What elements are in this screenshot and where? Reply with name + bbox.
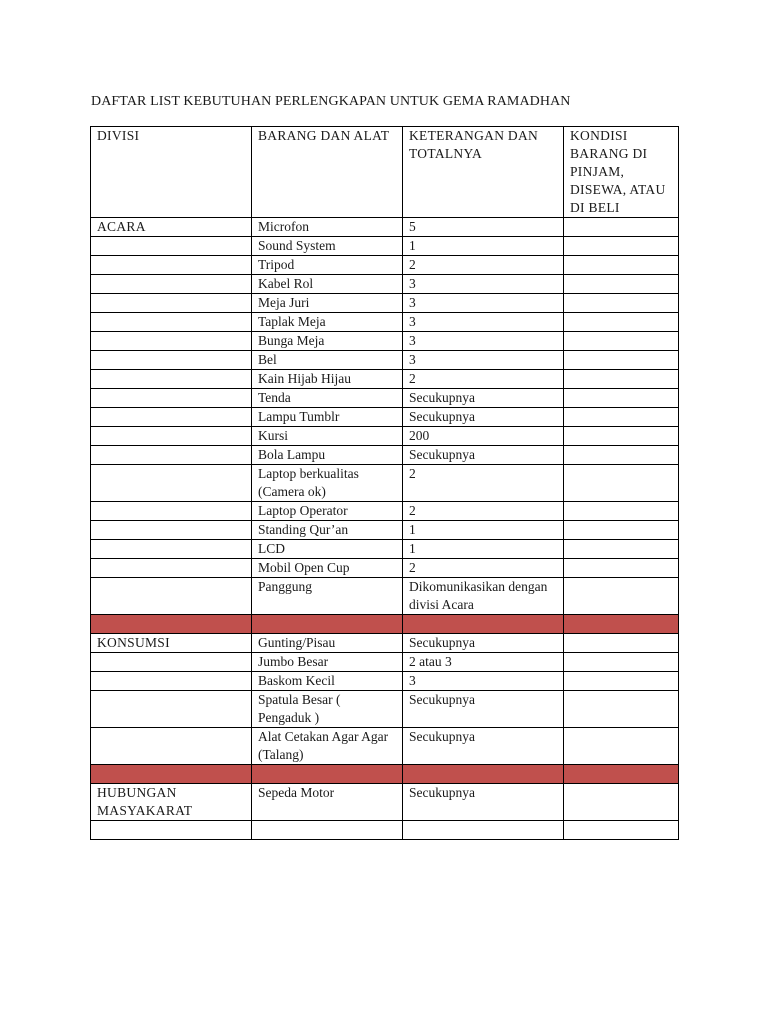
cell-kondisi	[564, 521, 679, 540]
cell-kondisi	[564, 237, 679, 256]
cell-keterangan: Secukupnya	[403, 634, 564, 653]
cell-barang: Bunga Meja	[252, 332, 403, 351]
cell-kondisi	[564, 672, 679, 691]
cell-barang: Alat Cetakan Agar Agar (Talang)	[252, 728, 403, 765]
cell-kondisi	[564, 275, 679, 294]
cell-keterangan: Secukupnya	[403, 691, 564, 728]
cell-keterangan	[403, 821, 564, 840]
cell-divisi	[91, 427, 252, 446]
table-row	[91, 370, 679, 389]
cell-keterangan: Secukupnya	[403, 446, 564, 465]
cell-kondisi	[564, 218, 679, 237]
cell-keterangan: 3	[403, 294, 564, 313]
cell-barang: Sepeda Motor	[252, 784, 403, 821]
cell-barang: Taplak Meja	[252, 313, 403, 332]
cell-barang: Lampu Tumblr	[252, 408, 403, 427]
table-row	[91, 275, 679, 294]
separator-cell	[403, 615, 564, 634]
equipment-table	[90, 126, 679, 840]
cell-keterangan: 2	[403, 502, 564, 521]
table-row	[91, 237, 679, 256]
cell-kondisi	[564, 559, 679, 578]
table-body	[91, 127, 679, 840]
cell-barang: Meja Juri	[252, 294, 403, 313]
cell-kondisi	[564, 351, 679, 370]
separator-cell	[564, 765, 679, 784]
cell-barang: Gunting/Pisau	[252, 634, 403, 653]
cell-divisi	[91, 728, 252, 765]
cell-keterangan: 200	[403, 427, 564, 446]
cell-divisi	[91, 351, 252, 370]
cell-kondisi	[564, 578, 679, 615]
cell-kondisi	[564, 465, 679, 502]
table-row	[91, 218, 679, 237]
cell-barang: Mobil Open Cup	[252, 559, 403, 578]
cell-keterangan: Dikomunikasikan dengan divisi Acara	[403, 578, 564, 615]
table-row	[91, 389, 679, 408]
cell-keterangan: 2	[403, 370, 564, 389]
header-barang-dan-alat: BARANG DAN ALAT	[252, 127, 403, 218]
cell-divisi	[91, 578, 252, 615]
cell-barang: Laptop berkualitas (Camera ok)	[252, 465, 403, 502]
header-keterangan-dan-totalnya: KETERANGAN DAN TOTALNYA	[403, 127, 564, 218]
cell-keterangan: 2	[403, 256, 564, 275]
cell-divisi: ACARA	[91, 218, 252, 237]
table-row	[91, 294, 679, 313]
cell-barang: Standing Qur’an	[252, 521, 403, 540]
cell-divisi: HUBUNGAN MASYAKARAT	[91, 784, 252, 821]
cell-barang: LCD	[252, 540, 403, 559]
cell-barang: Bola Lampu	[252, 446, 403, 465]
table-row	[91, 691, 679, 728]
cell-kondisi	[564, 502, 679, 521]
table-row	[91, 728, 679, 765]
cell-keterangan: 2	[403, 559, 564, 578]
table-row	[91, 672, 679, 691]
section-separator-row	[91, 765, 679, 784]
cell-divisi	[91, 332, 252, 351]
cell-divisi	[91, 389, 252, 408]
table-row	[91, 559, 679, 578]
separator-cell	[91, 615, 252, 634]
cell-divisi	[91, 653, 252, 672]
separator-cell	[403, 765, 564, 784]
cell-kondisi	[564, 370, 679, 389]
table-row	[91, 313, 679, 332]
table-row	[91, 502, 679, 521]
cell-divisi	[91, 672, 252, 691]
cell-divisi	[91, 502, 252, 521]
cell-keterangan: Secukupnya	[403, 784, 564, 821]
table-row	[91, 446, 679, 465]
cell-kondisi	[564, 691, 679, 728]
cell-divisi	[91, 521, 252, 540]
separator-cell	[91, 765, 252, 784]
cell-divisi	[91, 313, 252, 332]
cell-kondisi	[564, 389, 679, 408]
cell-keterangan: Secukupnya	[403, 728, 564, 765]
cell-kondisi	[564, 728, 679, 765]
cell-kondisi	[564, 540, 679, 559]
cell-divisi	[91, 275, 252, 294]
cell-barang: Bel	[252, 351, 403, 370]
cell-keterangan: 3	[403, 351, 564, 370]
separator-cell	[252, 765, 403, 784]
section-separator-row	[91, 615, 679, 634]
table-row	[91, 465, 679, 502]
table-row	[91, 784, 679, 821]
cell-keterangan: 3	[403, 275, 564, 294]
cell-barang: Kursi	[252, 427, 403, 446]
cell-divisi	[91, 691, 252, 728]
cell-kondisi	[564, 653, 679, 672]
cell-keterangan: 2 atau 3	[403, 653, 564, 672]
cell-barang: Kabel Rol	[252, 275, 403, 294]
table-row	[91, 653, 679, 672]
document-title: DAFTAR LIST KEBUTUHAN PERLENGKAPAN UNTUK GEMA RAMADHAN	[91, 94, 571, 109]
table-row	[91, 521, 679, 540]
cell-barang: Laptop Operator	[252, 502, 403, 521]
cell-divisi	[91, 465, 252, 502]
cell-kondisi	[564, 821, 679, 840]
cell-keterangan: 1	[403, 540, 564, 559]
cell-kondisi	[564, 427, 679, 446]
cell-kondisi	[564, 408, 679, 427]
cell-kondisi	[564, 784, 679, 821]
table-row	[91, 351, 679, 370]
cell-divisi	[91, 408, 252, 427]
separator-cell	[564, 615, 679, 634]
cell-barang: Microfon	[252, 218, 403, 237]
cell-barang: Kain Hijab Hijau	[252, 370, 403, 389]
cell-keterangan: 2	[403, 465, 564, 502]
cell-barang: Tripod	[252, 256, 403, 275]
cell-divisi	[91, 370, 252, 389]
separator-cell	[252, 615, 403, 634]
table-row	[91, 578, 679, 615]
cell-keterangan: Secukupnya	[403, 408, 564, 427]
cell-divisi	[91, 256, 252, 275]
table-row	[91, 540, 679, 559]
table-row	[91, 634, 679, 653]
cell-divisi	[91, 294, 252, 313]
table-row	[91, 408, 679, 427]
cell-divisi: KONSUMSI	[91, 634, 252, 653]
cell-divisi	[91, 821, 252, 840]
table-row	[91, 256, 679, 275]
cell-barang: Tenda	[252, 389, 403, 408]
cell-keterangan: Secukupnya	[403, 389, 564, 408]
cell-divisi	[91, 540, 252, 559]
cell-kondisi	[564, 256, 679, 275]
cell-barang: Spatula Besar ( Pengaduk )	[252, 691, 403, 728]
cell-keterangan: 3	[403, 313, 564, 332]
cell-keterangan: 3	[403, 332, 564, 351]
cell-barang: Panggung	[252, 578, 403, 615]
table-header-row	[91, 127, 679, 218]
header-divisi: DIVISI	[91, 127, 252, 218]
cell-keterangan: 5	[403, 218, 564, 237]
table-row	[91, 332, 679, 351]
table-row	[91, 821, 679, 840]
cell-kondisi	[564, 294, 679, 313]
cell-kondisi	[564, 446, 679, 465]
cell-barang: Sound System	[252, 237, 403, 256]
cell-kondisi	[564, 313, 679, 332]
cell-keterangan: 1	[403, 237, 564, 256]
cell-kondisi	[564, 634, 679, 653]
cell-divisi	[91, 559, 252, 578]
cell-keterangan: 3	[403, 672, 564, 691]
cell-kondisi	[564, 332, 679, 351]
cell-barang: Jumbo Besar	[252, 653, 403, 672]
header-kondisi-barang: KONDISI BARANG DI PINJAM, DISEWA, ATAU DI BELI	[564, 127, 679, 218]
cell-divisi	[91, 446, 252, 465]
table-row	[91, 427, 679, 446]
cell-keterangan: 1	[403, 521, 564, 540]
cell-barang	[252, 821, 403, 840]
cell-barang: Baskom Kecil	[252, 672, 403, 691]
cell-divisi	[91, 237, 252, 256]
